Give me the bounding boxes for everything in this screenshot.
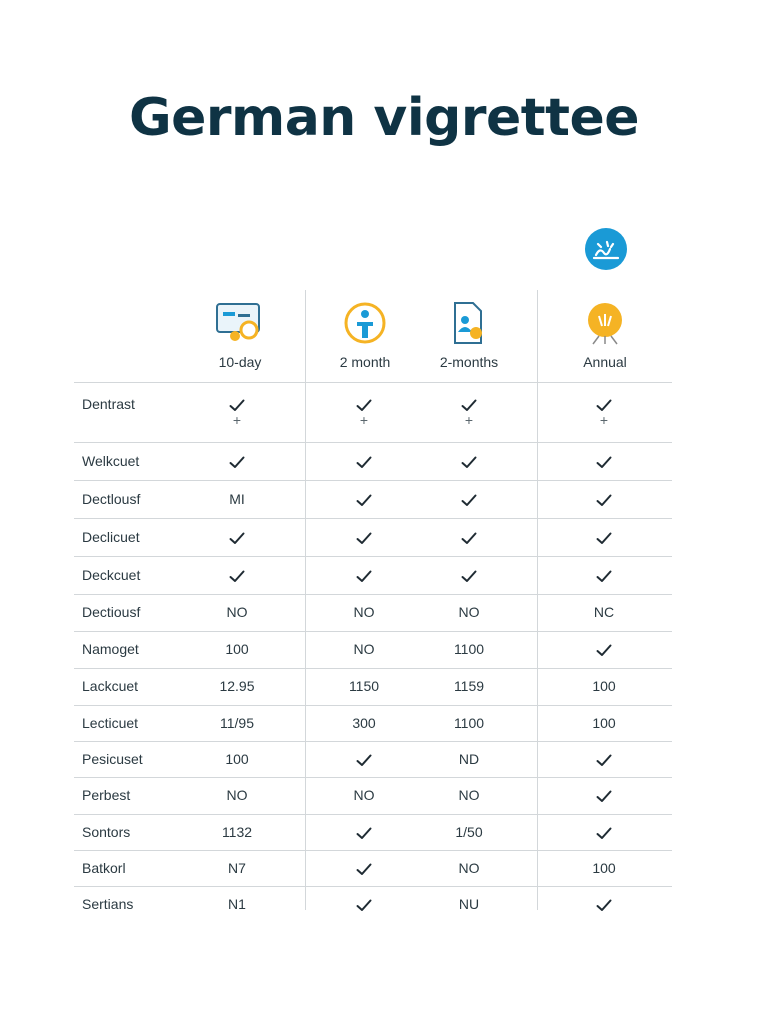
row-label: Deckcuet xyxy=(82,567,141,583)
plan-header-2-months xyxy=(419,300,519,370)
row-label: Perbest xyxy=(82,787,131,803)
table-row xyxy=(74,668,672,705)
check-icon xyxy=(314,491,414,507)
row-label: Welkcuet xyxy=(82,453,140,469)
table-row xyxy=(74,631,672,668)
check-icon xyxy=(314,860,414,876)
check-icon xyxy=(187,567,287,583)
table-row xyxy=(74,886,672,923)
cell-value: N7 xyxy=(228,860,246,876)
cell-value: 100 xyxy=(225,751,249,767)
cell-value: 12.95 xyxy=(219,678,255,694)
check-icon xyxy=(554,453,654,469)
check-icon xyxy=(314,896,414,912)
plus-icon: + xyxy=(464,412,474,428)
cell-value: 100 xyxy=(592,860,616,876)
cell-value: NO xyxy=(226,604,248,620)
check-icon xyxy=(314,396,414,428)
check-icon xyxy=(554,896,654,912)
table-row xyxy=(74,777,672,814)
check-icon xyxy=(187,529,287,545)
cell-value: 11/95 xyxy=(220,715,254,731)
cell-value: 1132 xyxy=(221,824,253,840)
check-icon xyxy=(419,491,519,507)
cell-value: MI xyxy=(229,491,245,507)
table-row xyxy=(74,814,672,850)
table-row xyxy=(74,741,672,777)
check-icon xyxy=(554,396,654,428)
row-label: Dectlousf xyxy=(82,491,141,507)
check-icon xyxy=(554,641,654,657)
row-label: Namoget xyxy=(82,641,139,657)
check-icon xyxy=(554,824,654,840)
card-coins-icon xyxy=(214,300,266,346)
plus-icon: + xyxy=(599,412,609,428)
check-icon xyxy=(187,453,287,469)
plan-header-10-day xyxy=(190,300,290,370)
table-row xyxy=(74,480,672,518)
check-icon xyxy=(554,567,654,583)
cell-value: 100 xyxy=(592,715,616,731)
cell-value: 1/50 xyxy=(455,824,483,840)
row-label: Batkorl xyxy=(82,860,126,876)
check-icon xyxy=(314,453,414,469)
table-row xyxy=(74,705,672,741)
cell-value: NO xyxy=(353,604,375,620)
cell-value: NO xyxy=(458,604,480,620)
plan-label: Annual xyxy=(583,354,627,370)
check-icon xyxy=(554,529,654,545)
cell-value: NO xyxy=(458,787,480,803)
table-row xyxy=(74,518,672,556)
plan-label: 2-months xyxy=(439,354,499,370)
cell-value: NO xyxy=(226,787,248,803)
row-label: Dentrast xyxy=(82,396,135,412)
row-label: Declicuet xyxy=(82,529,140,545)
row-label: Lecticuet xyxy=(82,715,139,731)
table-row xyxy=(74,382,672,442)
cell-value: NO xyxy=(353,641,375,657)
cell-value: NC xyxy=(593,604,615,620)
plan-label: 10-day xyxy=(218,354,262,370)
check-icon xyxy=(419,453,519,469)
check-icon xyxy=(314,567,414,583)
cell-value: ND xyxy=(458,751,480,767)
table-row xyxy=(74,556,672,594)
cell-value: 1100 xyxy=(453,641,485,657)
row-label: Sontors xyxy=(82,824,131,840)
row-label: Pesicuset xyxy=(82,751,143,767)
document-user-icon xyxy=(443,300,495,346)
cell-value: N1 xyxy=(228,896,246,912)
cell-value: NO xyxy=(458,860,480,876)
cell-value: NO xyxy=(353,787,375,803)
logo-badge-icon xyxy=(585,228,627,270)
plus-icon: + xyxy=(232,412,242,428)
lightbulb-icon xyxy=(579,300,631,346)
cell-value: 100 xyxy=(592,678,616,694)
cell-value: NU xyxy=(458,896,480,912)
page-title: German vigrettee xyxy=(128,88,640,148)
check-icon xyxy=(419,567,519,583)
check-icon xyxy=(314,751,414,767)
check-icon xyxy=(314,529,414,545)
check-icon xyxy=(554,491,654,507)
cell-value: 100 xyxy=(225,641,249,657)
cell-value: 1159 xyxy=(453,678,485,694)
table-row xyxy=(74,442,672,480)
plus-icon: + xyxy=(359,412,369,428)
check-icon xyxy=(554,787,654,803)
check-icon xyxy=(314,824,414,840)
check-icon xyxy=(554,751,654,767)
check-icon xyxy=(187,396,287,428)
cell-value: 1150 xyxy=(348,678,380,694)
table-row xyxy=(74,594,672,631)
cell-value: 1100 xyxy=(453,715,485,731)
row-label: Sertians xyxy=(82,896,134,912)
plan-label: 2 month xyxy=(339,354,391,370)
check-icon xyxy=(419,396,519,428)
person-circle-icon xyxy=(339,300,391,346)
comparison-table xyxy=(74,382,672,923)
check-icon xyxy=(419,529,519,545)
row-label: Lackcuet xyxy=(82,678,139,694)
row-label: Dectiousf xyxy=(82,604,141,620)
plan-header-annual xyxy=(555,300,655,370)
cell-value: 300 xyxy=(352,715,376,731)
plan-header-2-month xyxy=(315,300,415,370)
table-row xyxy=(74,850,672,886)
